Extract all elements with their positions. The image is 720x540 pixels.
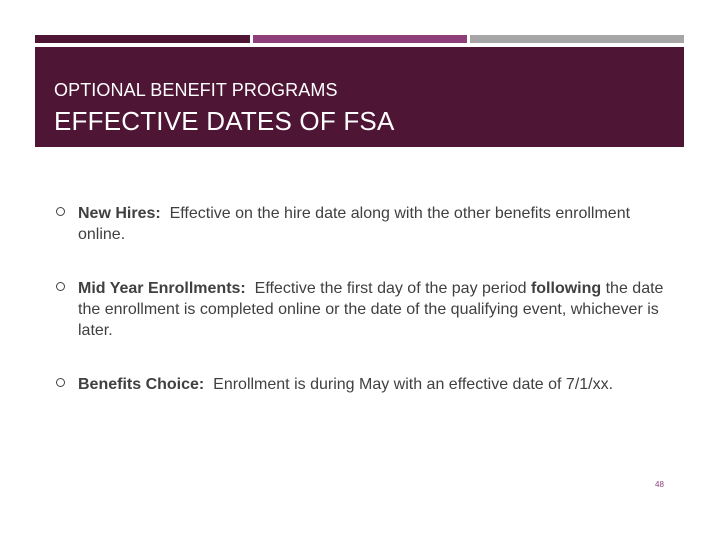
- circle-bullet-icon: [56, 207, 65, 216]
- accent-bar-medium: [253, 35, 467, 43]
- bullet-benefits-choice: [56, 374, 676, 395]
- bullet-label: Benefits Choice:: [78, 376, 205, 393]
- bullet-text-end: the date the enrollment is completed online or the date of the qualifying event, whichever is later.: [78, 280, 664, 339]
- bullet-text-start: Effective the first day of the pay period: [254, 280, 531, 297]
- circle-bullet-icon: [56, 282, 65, 291]
- circle-bullet-icon: [56, 378, 65, 387]
- slide-title: EFFECTIVE DATES OF FSA: [54, 106, 395, 136]
- bullet-mid-year: [56, 278, 676, 341]
- bullet-label: Mid Year Enrollments:: [78, 280, 246, 297]
- title-banner: [35, 47, 684, 147]
- bullet-emphasis: following: [530, 280, 602, 297]
- accent-bar-gray: [470, 35, 684, 43]
- slide-subtitle: OPTIONAL BENEFIT PROGRAMS: [54, 80, 338, 100]
- bullet-label: New Hires:: [78, 205, 161, 222]
- accent-bar-dark: [35, 35, 250, 43]
- bullet-list: [56, 203, 676, 428]
- bullet-new-hires: [56, 203, 676, 245]
- bullet-text: Enrollment is during May with an effective date of 7/1/xx.: [213, 376, 614, 393]
- page-number: 48: [655, 480, 664, 489]
- bullet-text: Effective on the hire date along with the other benefits enrollment online.: [78, 205, 631, 243]
